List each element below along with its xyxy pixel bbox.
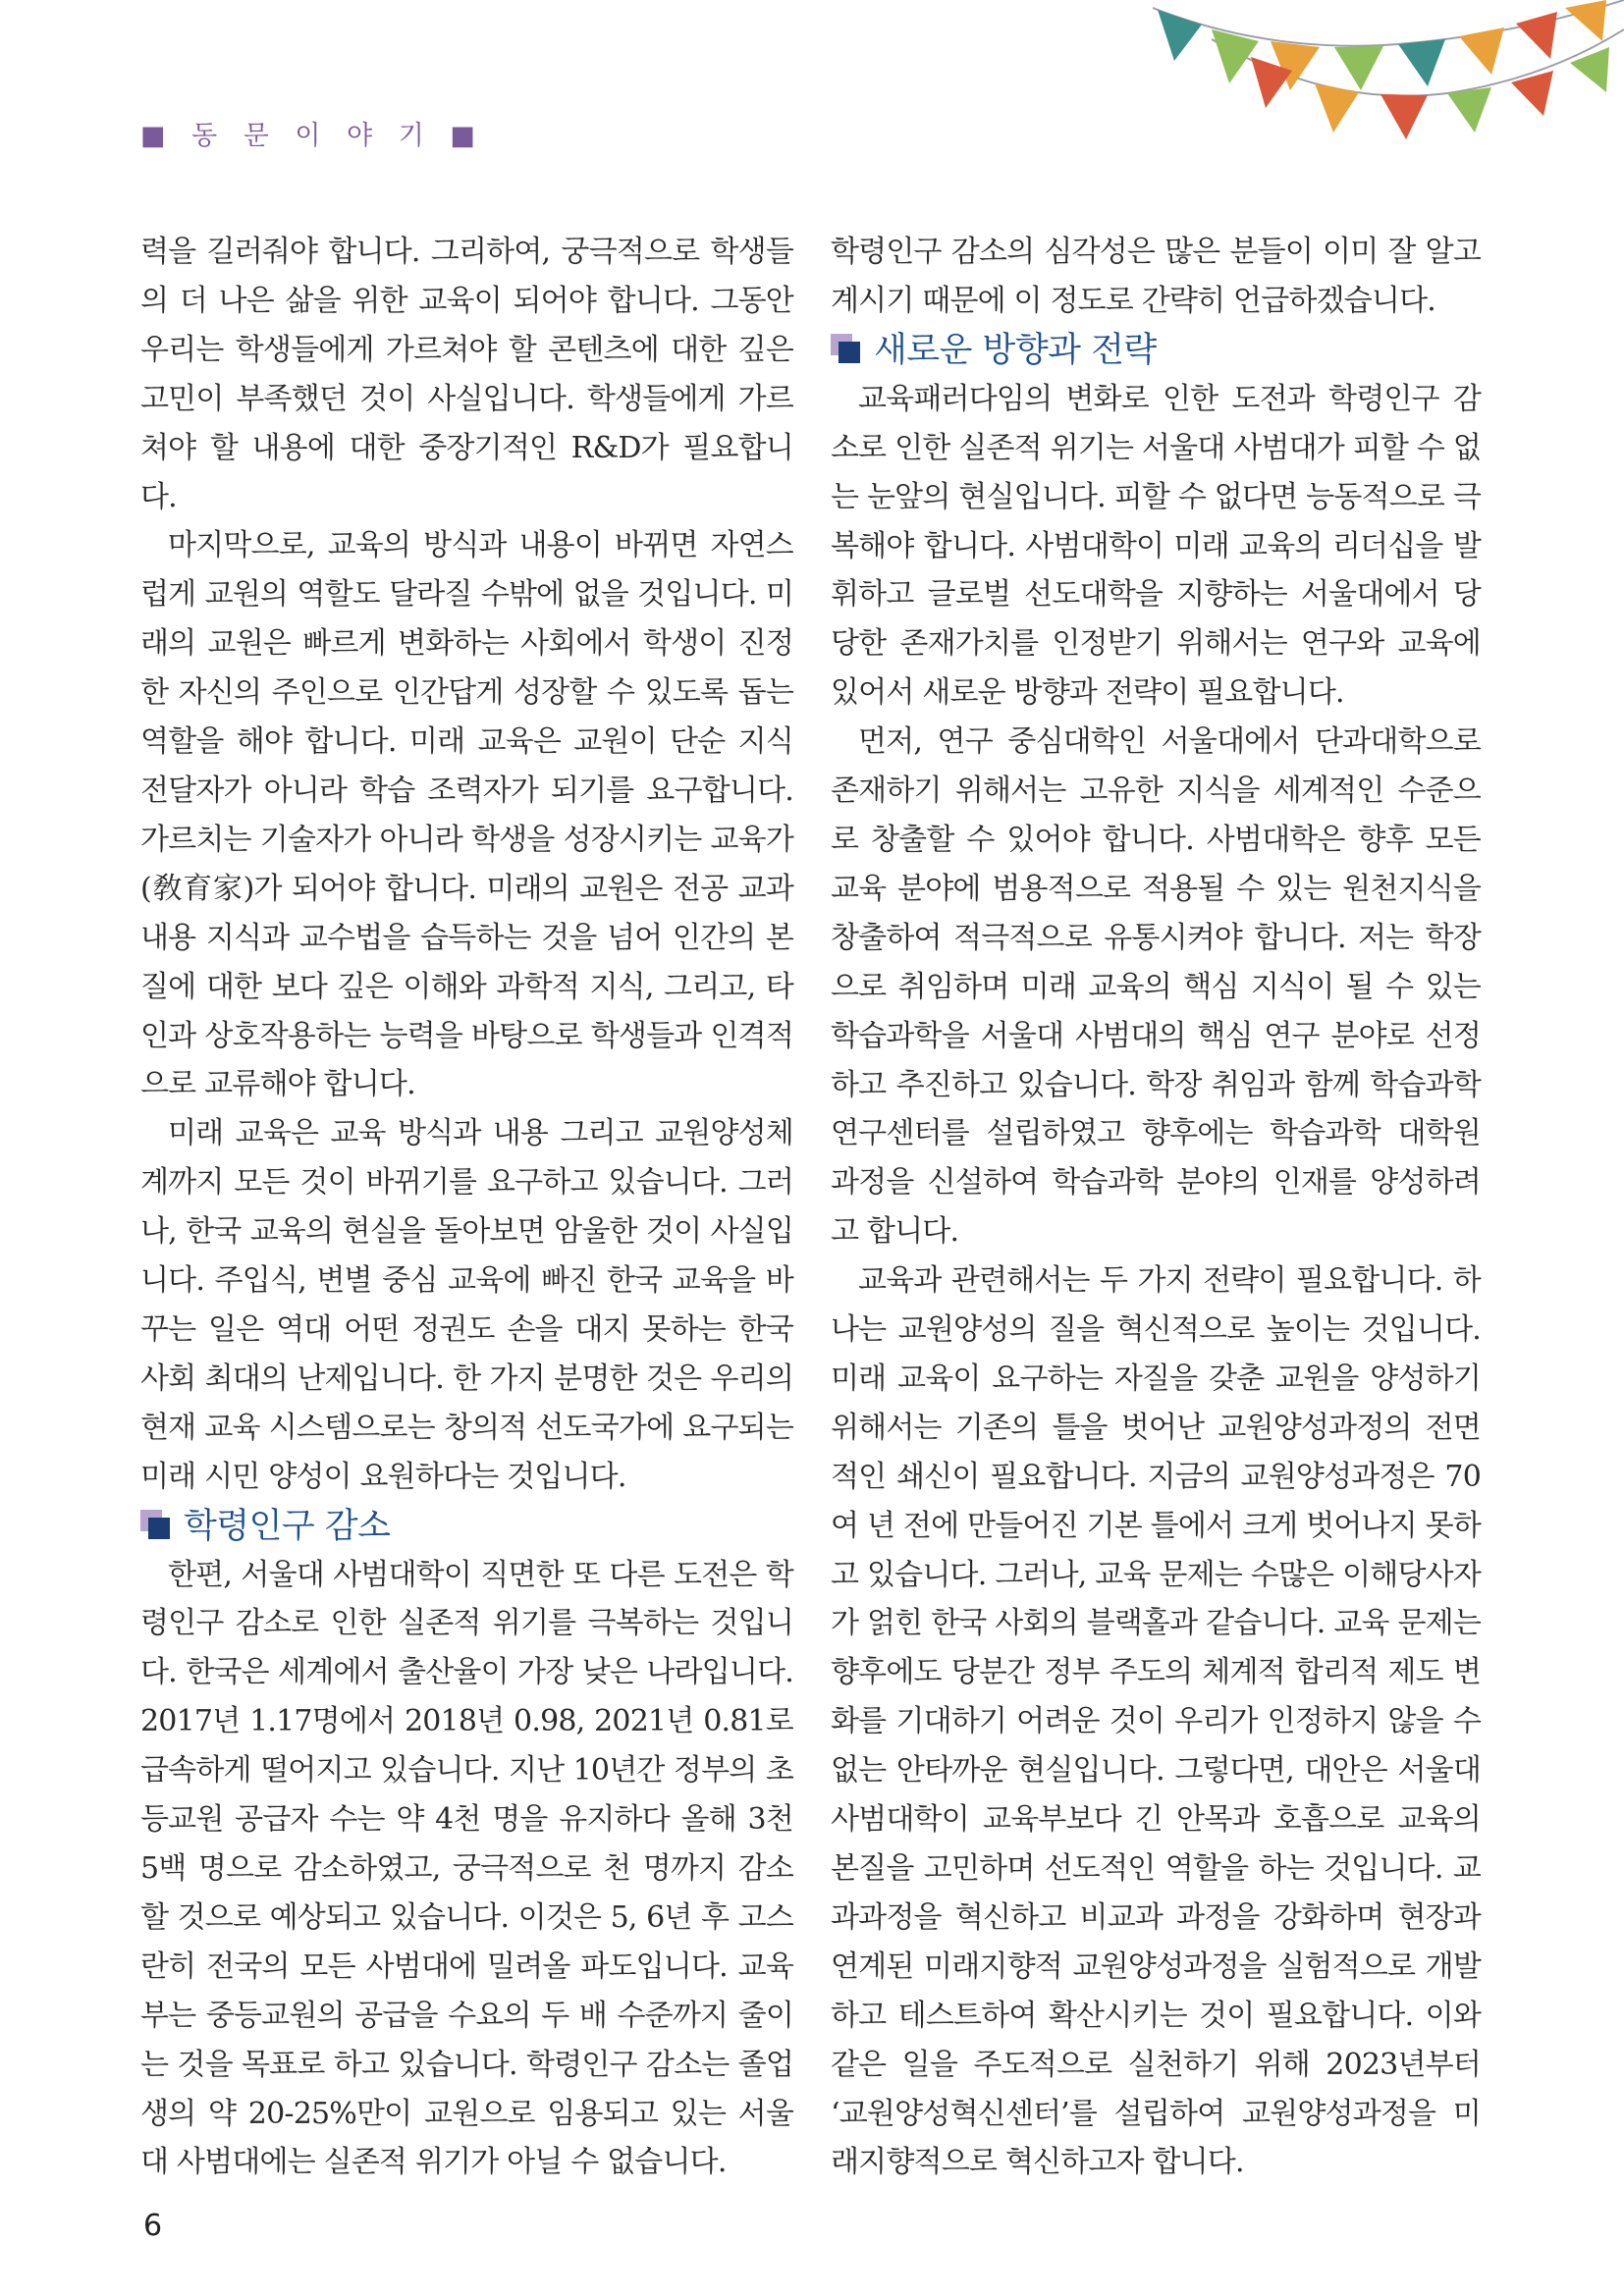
flag-1 xyxy=(1158,10,1202,61)
flag-14 xyxy=(1570,47,1609,92)
flag-8 xyxy=(1565,0,1606,41)
paragraph: 력을 길러줘야 합니다. 그리하여, 궁극적으로 학생들의 더 나은 삶을 위한 교육이 되어야 합니다. 그동안 우리는 학생들에게 가르쳐야 할 콘텐츠에 대한 깊은 고민이 부족했던 것이 사실입니다. 학생들에게 가르쳐야 할 내용에 대한 중장기적인 R&D가 필요합니다. xyxy=(140,235,793,514)
page-number: 6 xyxy=(143,2209,163,2243)
flag-11 xyxy=(1380,94,1428,139)
flag-4 xyxy=(1334,46,1383,90)
section-header: ■ 동 문 이 야 기 ■ xyxy=(140,121,484,151)
flag-7 xyxy=(1516,12,1557,59)
paragraph: 한편, 서울대 사범대학이 직면한 또 다른 도전은 학령인구 감소로 인한 실존적 위기를 극복하는 것입니다. 한국은 세계에서 출산율이 가장 낮은 나라입니다. 2017년 1.17명에서 2018년 0.98, 2021년 0.81로 급속하게 떨어지고 있습니다. 지난 10년간 정부의 초등교원 공급자 수는 약 4천 명을 유지하다 올해 3천 5백 명으로 감소하였고, 궁극적으로 천 명까지 감소할 것으로 예상되고 있습니다. 이것은 5, 6년 후 고스란히 전국의 모든 사범대에 밀려올 파도입니다. 교육부는 중등교원의 공급을 수요의 두 배 수준까지 줄이는 것을 목표로 하고 있습니다. 학령인구 감소는 졸업생의 약 20-25%만이 교원으로 임용되고 있는 서울대 사범대에는 실존적 위기가 아닐 수 없습니다. xyxy=(140,1557,793,2180)
left-column xyxy=(140,228,793,2187)
square-bullet-icon xyxy=(140,1510,174,1543)
paragraph: 먼저, 연구 중심대학인 서울대에서 단과대학으로 존재하기 위해서는 고유한 지식을 세계적인 수준으로 창출할 수 있어야 합니다. 사범대학은 향후 모든 교육 분야에 범용적으로 적용될 수 있는 원천지식을 창출하여 적극적으로 유통시켜야 합니다. 저는 학장으로 취임하며 미래 교육의 핵심 지식이 될 수 있는 학습과학을 서울대 사범대의 핵심 연구 분야로 선정하고 추진하고 있습니다. 학장 취임과 함께 학습과학연구센터를 설립하였고 향후에는 학습과학 대학원 과정을 신설하여 학습과학 분야의 인재를 양성하려고 합니다. xyxy=(831,724,1481,1250)
flag-12 xyxy=(1447,87,1491,133)
right-column xyxy=(831,228,1481,2187)
section-title: 학령인구 감소 xyxy=(184,1506,391,1546)
flag-2 xyxy=(1212,29,1259,83)
section-heading xyxy=(831,326,1481,375)
paragraph: 마지막으로, 교육의 방식과 내용이 바뀌면 자연스럽게 교원의 역할도 달라질 수밖에 없을 것입니다. 미래의 교원은 빠르게 변화하는 사회에서 학생이 진정한 자신의 주인으로 인간답게 성장할 수 있도록 돕는 역할을 해야 합니다. 미래 교육은 교원이 단순 지식 전달자가 아니라 학습 조력자가 되기를 요구합니다. 가르치는 기술자가 아니라 학생을 성장시키는 교육가(敎育家)가 되어야 합니다. 미래의 교원은 전공 교과내용 지식과 교수법을 습득하는 것을 넘어 인간의 본질에 대한 보다 깊은 이해와 과학적 지식, 그리고, 타인과 상호작용하는 능력을 바탕으로 학생들과 인격적으로 교류해야 합니다. xyxy=(140,528,793,1102)
paragraph: 교육과 관련해서는 두 가지 전략이 필요합니다. 하나는 교원양성의 질을 혁신적으로 높이는 것입니다. 미래 교육이 요구하는 자질을 갖춘 교원을 양성하기 위해서는 기존의 틀을 벗어난 교원양성과정의 전면적인 쇄신이 필요합니다. 지금의 교원양성과정은 70여 년 전에 만들어진 기본 틀에서 크게 벗어나지 못하고 있습니다. 그러나, 교육 문제는 수많은 이해당사자가 얽힌 한국 사회의 블랙홀과 같습니다. 교육 문제는 향후에도 당분간 정부 주도의 체계적 합리적 제도 변화를 기대하기 어려운 것이 우리가 인정하지 않을 수 없는 안타까운 현실입니다. 그렇다면, 대안은 서울대 사범대학이 교육부보다 긴 안목과 호흡으로 교육의 본질을 고민하며 선도적인 역할을 하는 것입니다. 교과과정을 혁신하고 비교과 과정을 강화하며 현장과 연계된 미래지향적 교원양성과정을 실험적으로 개발하고 테스트하여 확산시키는 것이 필요합니다. 이와 같은 일을 주도적으로 실천하기 위해 2023년부터 ‘교원양성혁신센터’를 설립하여 교원양성과정을 미래지향적으로 혁신하고자 합니다. xyxy=(831,1263,1481,2180)
paragraph: 교육패러다임의 변화로 인한 도전과 학령인구 감소로 인한 실존적 위기는 서울대 사범대가 피할 수 없는 눈앞의 현실입니다. 피할 수 없다면 능동적으로 극복해야 합니다. 사범대학이 미래 교육의 리더십을 발휘하고 글로벌 선도대학을 지향하는 서울대에서 당당한 존재가치를 인정받기 위해서는 연구와 교육에 있어서 새로운 방향과 전략이 필요합니다. xyxy=(831,381,1481,711)
section-title: 새로운 방향과 전략 xyxy=(874,330,1157,370)
paragraph: 학령인구 감소의 심각성은 많은 분들이 이미 잘 알고 계시기 때문에 이 정도로 간략히 언급하겠습니다. xyxy=(831,235,1481,318)
section-heading xyxy=(140,1502,793,1551)
flag-5 xyxy=(1398,39,1445,86)
bunting-decoration xyxy=(1153,0,1624,147)
flag-6 xyxy=(1459,27,1504,75)
paragraph: 미래 교육은 교육 방식과 내용 그리고 교원양성체계까지 모든 것이 바뀌기를 요구하고 있습니다. 그러나, 한국 교육의 현실을 돌아보면 암울한 것이 사실입니다. 주입식, 변별 중심 교육에 빠진 한국 교육을 바꾸는 일은 역대 어떤 정권도 손을 대지 못하는 한국 사회 최대의 난제입니다. 한 가지 분명한 것은 우리의 현재 교육 시스템으로는 창의적 선도국가에 요구되는 미래 시민 양성이 요원하다는 것입니다. xyxy=(140,1116,793,1494)
square-bullet-icon xyxy=(831,334,864,367)
